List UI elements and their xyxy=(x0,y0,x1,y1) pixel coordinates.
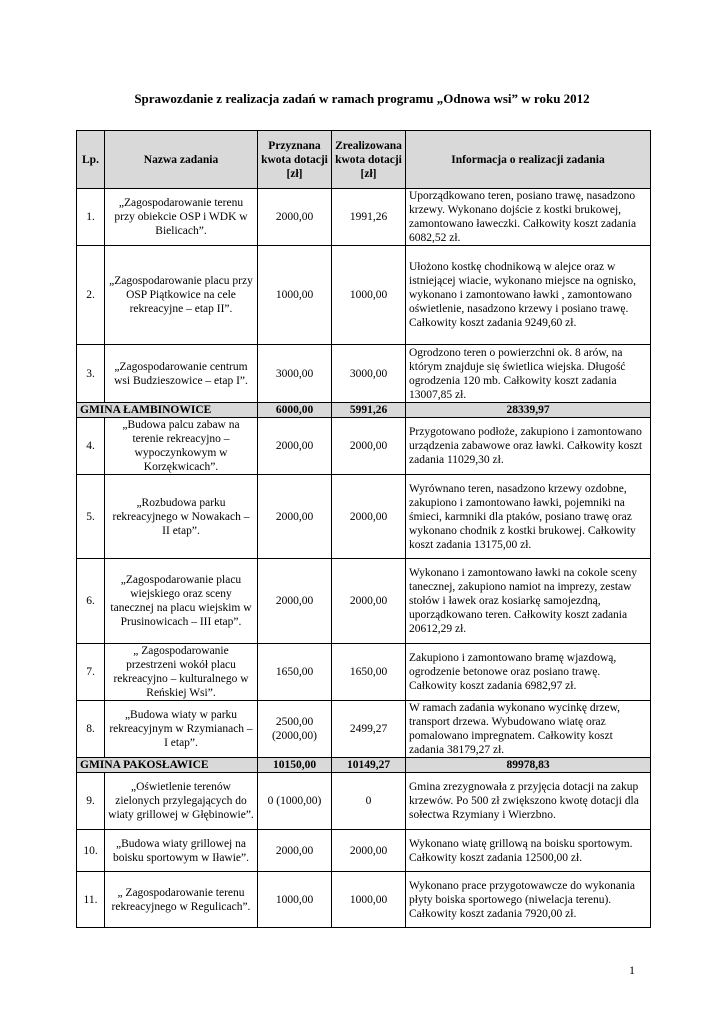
table-row xyxy=(77,418,651,475)
subtotal-realized: 5991,26 xyxy=(332,403,406,418)
header-granted: Przyznana kwota dotacji [zł] xyxy=(258,131,332,189)
table-row xyxy=(77,189,651,246)
row-granted: 2000,00 xyxy=(258,189,332,246)
subtotal-row xyxy=(77,403,651,418)
table-header-row xyxy=(77,131,651,189)
row-info: Wyrównano teren, nasadzono krzewy ozdobne, zakupiono i zamontowano ławki, pojemniki na śmieci, karmniki dla ptaków, posiano trawę oraz wykonano chodnik z kostki brukowej. Całkowity koszt zadania 13175,00 zł. xyxy=(406,475,651,559)
row-realized: 3000,00 xyxy=(332,345,406,403)
row-name: „Zagospodarowanie placu przy OSP Piątkowice na cele rekreacyjne – etap II”. xyxy=(105,246,258,345)
row-realized: 2499,27 xyxy=(332,701,406,758)
subtotal-realized: 10149,27 xyxy=(332,758,406,773)
row-lp: 1. xyxy=(77,189,105,246)
table-row xyxy=(77,559,651,644)
row-name: „ Zagospodarowanie przestrzeni wokół placu rekreacyjno – kulturalnego w Reńskiej Wsi”. xyxy=(105,644,258,701)
row-lp: 2. xyxy=(77,246,105,345)
row-info: Przygotowano podłoże, zakupiono i zamontowano urządzenia zabawowe oraz ławki. Całkowity koszt zadania 11029,30 zł. xyxy=(406,418,651,475)
table-row xyxy=(77,872,651,928)
page-number: 1 xyxy=(629,963,635,977)
row-lp: 3. xyxy=(77,345,105,403)
row-granted: 1000,00 xyxy=(258,872,332,928)
row-granted: 3000,00 xyxy=(258,345,332,403)
header-info: Informacja o realizacji zadania xyxy=(406,131,651,189)
document-title: Sprawozdanie z realizacja zadań w ramach programu „Odnowa wsi” w roku 2012 xyxy=(134,91,590,106)
table-row xyxy=(77,345,651,403)
header-name: Nazwa zadania xyxy=(105,131,258,189)
row-realized: 1000,00 xyxy=(332,872,406,928)
row-info: Gmina zrezygnowała z przyjęcia dotacji na zakup krzewów. Po 500 zł zwiększono kwotę dotacji dla sołectwa Rzymiany i Wierzbno. xyxy=(406,773,651,830)
row-lp: 4. xyxy=(77,418,105,475)
row-info: Wykonano wiatę grillową na boisku sportowym. Całkowity koszt zadania 12500,00 zł. xyxy=(406,830,651,872)
row-granted: 2000,00 xyxy=(258,418,332,475)
table-row xyxy=(77,246,651,345)
row-info: Ogrodzono teren o powierzchni ok. 8 arów, na którym znajduje się świetlica wiejska. Długość ogrodzenia 120 mb. Całkowity koszt zadania 13007,85 zł. xyxy=(406,345,651,403)
table-row xyxy=(77,773,651,830)
row-name: „ Zagospodarowanie terenu rekreacyjnego w Regulicach”. xyxy=(105,872,258,928)
row-lp: 10. xyxy=(77,830,105,872)
subtotal-granted: 10150,00 xyxy=(258,758,332,773)
subtotal-cost: 89978,83 xyxy=(406,758,651,773)
row-name: „Budowa palcu zabaw na terenie rekreacyjno – wypoczynkowym w Korzękwicach”. xyxy=(105,418,258,475)
row-info: Uporządkowano teren, posiano trawę, nasadzono krzewy. Wykonano dojście z kostki brukowej, zamontowano ławeczki. Całkowity koszt zadania 6082,52 zł. xyxy=(406,189,651,246)
row-name: „Oświetlenie terenów zielonych przylegających do wiaty grillowej w Głębinowie”. xyxy=(105,773,258,830)
row-lp: 7. xyxy=(77,644,105,701)
row-realized: 2000,00 xyxy=(332,559,406,644)
subtotal-label: GMINA ŁAMBINOWICE xyxy=(77,403,258,418)
row-name: „Budowa wiaty w parku rekreacyjnym w Rzymianach – I etap”. xyxy=(105,701,258,758)
row-realized: 2000,00 xyxy=(332,418,406,475)
row-granted: 2000,00 xyxy=(258,475,332,559)
row-name: „Rozbudowa parku rekreacyjnego w Nowakach – II etap”. xyxy=(105,475,258,559)
row-granted: 2000,00 xyxy=(258,830,332,872)
table-row xyxy=(77,701,651,758)
row-realized: 0 xyxy=(332,773,406,830)
row-info: Wykonano i zamontowano ławki na cokole sceny tanecznej, zakupiono namiot na imprezy, zestaw stołów i ławek oraz kosiarkę samojezdną, uporządkowano teren. Całkowity koszt zadania 20612,29 zł. xyxy=(406,559,651,644)
row-granted: 2000,00 xyxy=(258,559,332,644)
subtotal-row xyxy=(77,758,651,773)
row-granted: 0 (1000,00) xyxy=(258,773,332,830)
row-lp: 11. xyxy=(77,872,105,928)
row-realized: 1991,26 xyxy=(332,189,406,246)
report-table xyxy=(76,130,651,928)
row-name: „Zagospodarowanie centrum wsi Budzieszowice – etap I”. xyxy=(105,345,258,403)
row-info: Zakupiono i zamontowano bramę wjazdową, ogrodzenie betonowe oraz posiano trawę. Całkowity koszt zadania 6982,97 zł. xyxy=(406,644,651,701)
header-lp: Lp. xyxy=(77,131,105,189)
row-realized: 1000,00 xyxy=(332,246,406,345)
row-realized: 2000,00 xyxy=(332,830,406,872)
row-lp: 5. xyxy=(77,475,105,559)
table-row xyxy=(77,475,651,559)
row-realized: 2000,00 xyxy=(332,475,406,559)
row-name: „Zagospodarowanie terenu przy obiekcie OSP i WDK w Bielicach”. xyxy=(105,189,258,246)
row-lp: 8. xyxy=(77,701,105,758)
row-realized: 1650,00 xyxy=(332,644,406,701)
row-lp: 9. xyxy=(77,773,105,830)
row-info: Ułożono kostkę chodnikową w alejce oraz w istniejącej wiacie, wykonano miejsce na ognisko, wykonano i zamontowano ławki , zamontowano oświetlenie, nasadzono krzewy i posiano trawę. Całkowity koszt zadania 9249,60 zł. xyxy=(406,246,651,345)
row-granted: 2500,00 (2000,00) xyxy=(258,701,332,758)
row-name: „Budowa wiaty grillowej na boisku sportowym w Iławie”. xyxy=(105,830,258,872)
row-name: „Zagospodarowanie placu wiejskiego oraz sceny tanecznej na placu wiejskim w Prusinowicach – III etap”. xyxy=(105,559,258,644)
header-realized: Zrealizowana kwota dotacji [zł] xyxy=(332,131,406,189)
row-lp: 6. xyxy=(77,559,105,644)
subtotal-cost: 28339,97 xyxy=(406,403,651,418)
row-granted: 1000,00 xyxy=(258,246,332,345)
row-info: Wykonano prace przygotowawcze do wykonania płyty boiska sportowego (niwelacja terenu). Całkowity koszt zadania 7920,00 zł. xyxy=(406,872,651,928)
table-row xyxy=(77,830,651,872)
row-granted: 1650,00 xyxy=(258,644,332,701)
subtotal-label: GMINA PAKOSŁAWICE xyxy=(77,758,258,773)
table-row xyxy=(77,644,651,701)
row-info: W ramach zadania wykonano wycinkę drzew, transport drzewa. Wybudowano wiatę oraz pomalowano impregnatem. Całkowity koszt zadania 38179,27 zł. xyxy=(406,701,651,758)
subtotal-granted: 6000,00 xyxy=(258,403,332,418)
